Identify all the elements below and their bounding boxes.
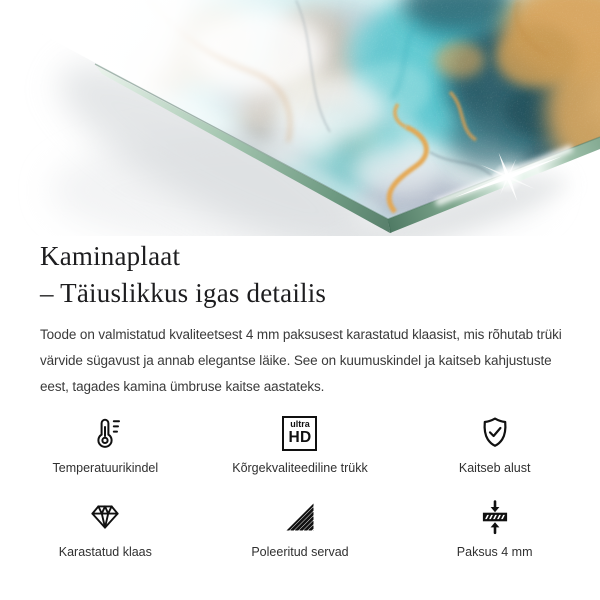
ultra-hd-icon-text-bottom: HD [288, 429, 312, 447]
thickness-icon [477, 498, 513, 536]
feature-label: Paksus 4 mm [456, 545, 533, 559]
ultra-hd-icon [282, 414, 317, 452]
product-image [0, 0, 600, 236]
glass-panel-render [0, 0, 600, 236]
feature-label: Kõrgekvaliteediline trükk [232, 461, 368, 475]
feature-item-thickness [397, 498, 592, 560]
feature-item-print-quality [203, 414, 398, 476]
title-line-2: – Täiuslikkus igas detailis [40, 278, 327, 308]
shield-check-icon [477, 414, 513, 452]
feature-label: Kaitseb alust [458, 461, 531, 475]
feature-item-polished-edges [203, 498, 398, 560]
feature-label: Karastatud klaas [58, 545, 152, 559]
features-grid [8, 414, 592, 560]
feature-item-tempered-glass [8, 498, 203, 560]
ultra-hd-icon-text-top: ultra [290, 419, 310, 430]
feature-item-protects-base [397, 414, 592, 476]
polished-edges-icon [282, 498, 318, 536]
page-title [40, 238, 600, 312]
feature-label: Poleeritud servad [251, 545, 349, 559]
feature-item-temperature [8, 414, 203, 476]
title-line-1: Kaminaplaat [40, 241, 181, 271]
feature-label: Temperatuurikindel [52, 461, 159, 475]
diamond-icon [87, 498, 123, 536]
thermometer-icon [87, 414, 123, 452]
product-description: Toode on valmistatud kvaliteetsest 4 mm paksusest karastatud klaasist, mis rõhutab trüki värvide sügavust ja annab elegantse läike. See on kuumuskindel ja kaitseb kahjustuste eest, tagades kamina ümbruse kaitse aastateks. [40, 327, 562, 394]
